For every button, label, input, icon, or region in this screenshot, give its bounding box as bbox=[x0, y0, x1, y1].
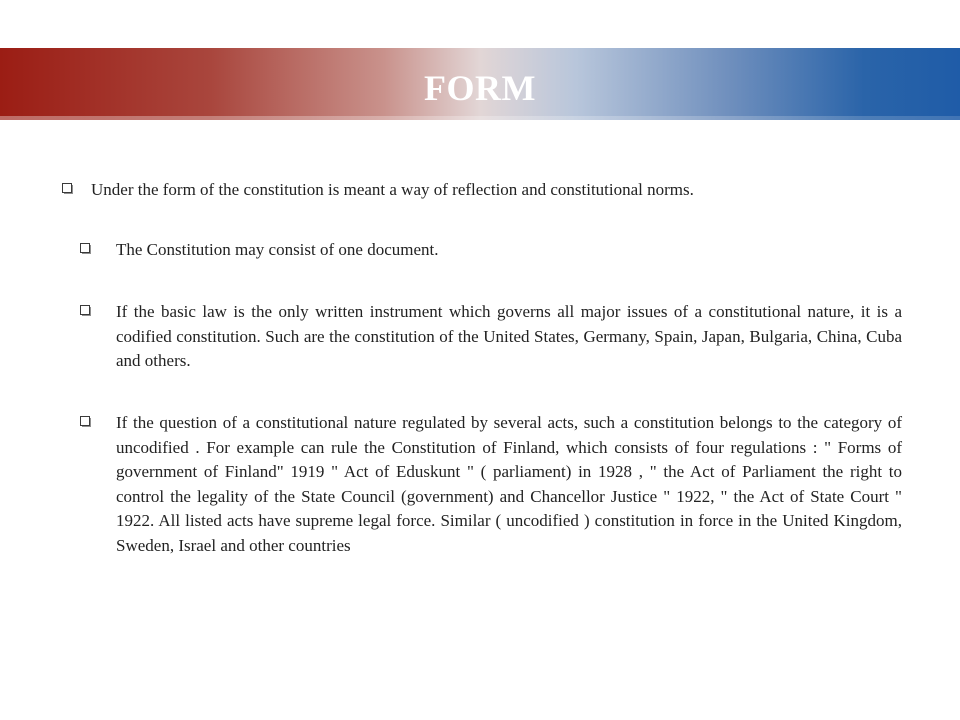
bullet-item bbox=[80, 300, 902, 374]
checkbox-bullet-icon bbox=[80, 416, 92, 428]
slide-title: FORM bbox=[424, 68, 536, 108]
checkbox-bullet-icon bbox=[80, 305, 92, 317]
bullet-item bbox=[80, 238, 900, 263]
bullet-item bbox=[62, 178, 922, 203]
bullet-text: If the question of a constitutional nature regulated by several acts, such a constitution belongs to the category of uncodified . For example can rule the Constitution of Finland, which consists of four regulations : " Forms of government of Finland" 1919 " Act of Eduskunt " ( parliament) in 1928 , " the Act of Parliament the right to control the legality of the State Council (government) and Chancellor Justice " 1922, " the Act of State Court " 1922. All listed acts have supreme legal force. Similar ( uncodified ) constitution in force in the United Kingdom, Sweden, Israel and other countries bbox=[116, 413, 902, 555]
bullet-text: Under the form of the constitution is meant a way of reflection and constitutional norms. bbox=[91, 180, 694, 199]
checkbox-bullet-icon bbox=[62, 183, 74, 195]
bullet-text: If the basic law is the only written instrument which governs all major issues of a constitutional nature, it is a codified constitution. Such are the constitution of the United States, Germany, Spain, Japan, Bulgaria, China, Cuba and others. bbox=[116, 302, 902, 370]
bullet-text: The Constitution may consist of one document. bbox=[116, 240, 439, 259]
bullet-item bbox=[80, 411, 902, 558]
title-band bbox=[0, 48, 960, 120]
checkbox-bullet-icon bbox=[80, 243, 92, 255]
